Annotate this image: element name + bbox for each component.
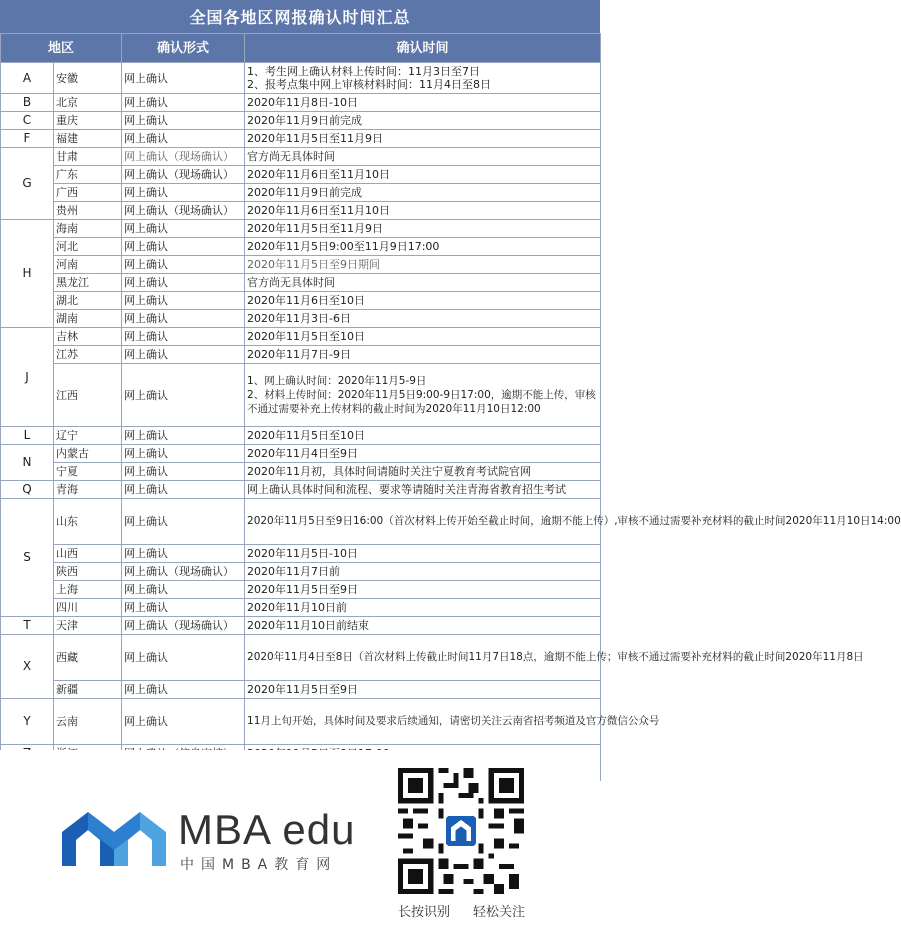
province-cell: 湖南 [54,310,122,328]
brand-name: MBA edu [178,806,356,853]
table-row [1,581,601,599]
province-cell: 安徽 [54,63,122,94]
province-cell: 上海 [54,581,122,599]
province-cell: 河北 [54,238,122,256]
form-cell: 网上确认 [122,364,245,427]
province-cell: 黑龙江 [54,274,122,292]
time-cell: 2020年11月8日-10日 [245,94,601,112]
province-cell: 辽宁 [54,427,122,445]
letter-cell: S [1,499,54,617]
form-cell: 网上确认 [122,499,245,545]
form-cell: 网上确认（现场确认） [122,148,245,166]
time-cell: 2020年11月5日至11月9日 [245,130,601,148]
table-row [1,699,601,745]
time-cell: 2020年11月6日至11月10日 [245,202,601,220]
qr-caption-follow: 轻松关注 [473,905,526,920]
confirmation-table [0,33,901,781]
time-cell: 2020年11月5日至9日 [245,681,601,699]
table-row [1,617,601,635]
time-cell: 官方尚无具体时间 [245,148,601,166]
table-row [1,364,601,427]
time-line: 1、考生网上确认材料上传时间：11月3日至7日 2、报考点集中网上审核材料时间：11月4日至8日 [247,65,492,91]
form-cell: 网上确认 [122,427,245,445]
letter-cell: N [1,445,54,481]
form-cell: 网上确认 [122,130,245,148]
table-row [1,292,601,310]
table-row [1,166,601,184]
form-cell: 网上确认 [122,238,245,256]
province-cell: 海南 [54,220,122,238]
time-cell: 2020年11月6日至10日 [245,292,601,310]
form-cell: 网上确认 [122,292,245,310]
form-cell: 网上确认（现场确认） [122,617,245,635]
table-row [1,130,601,148]
qr-caption-scan: 长按识别 [398,905,451,920]
table-row [1,563,601,581]
mba-edu-logo-icon [62,810,166,866]
time-cell: 2020年11月4日至9日 [245,445,601,463]
table-row [1,445,601,463]
province-cell: 广东 [54,166,122,184]
letter-cell: A [1,63,54,94]
form-cell: 网上确认（现场确认） [122,202,245,220]
time-line: 1、网上确认时间：2020年11月5-9日 2、材料上传时间：2020年11月5日9:00-9日17:00，逾期不能上传，审核不通过需要补充上传材料的截止时间为2020年11月10日12:00 [247,375,596,415]
table-row [1,238,601,256]
form-cell: 网上确认 [122,346,245,364]
letter-cell: F [1,130,54,148]
table-row [1,274,601,292]
page-title: 全国各地区网报确认时间汇总 [0,0,600,33]
time-cell: 网上确认具体时间和流程、要求等请随时关注青海省教育招生考试 [245,481,601,499]
province-cell: 内蒙古 [54,445,122,463]
province-cell: 重庆 [54,112,122,130]
time-cell [245,364,601,427]
letter-cell: T [1,617,54,635]
time-cell: 2020年11月初，具体时间请随时关注宁夏教育考试院官网 [245,463,601,481]
time-cell: 2020年11月5日至9日期间 [245,256,601,274]
time-cell: 2020年11月5日至9日 [245,581,601,599]
form-cell: 网上确认（现场确认） [122,563,245,581]
province-cell: 天津 [54,617,122,635]
time-cell: 2020年11月5日至10日 [245,328,601,346]
province-cell: 河南 [54,256,122,274]
province-cell: 四川 [54,599,122,617]
form-cell: 网上确认 [122,256,245,274]
table-row [1,220,601,238]
time-cell: 2020年11月3日-6日 [245,310,601,328]
province-cell: 甘肃 [54,148,122,166]
province-cell: 宁夏 [54,463,122,481]
time-cell: 2020年11月9日前完成 [245,112,601,130]
form-cell: 网上确认 [122,463,245,481]
table-row [1,63,601,94]
header-form: 确认形式 [122,34,245,63]
form-cell: 网上确认 [122,481,245,499]
header-region: 地区 [1,34,122,63]
province-cell: 贵州 [54,202,122,220]
province-cell: 新疆 [54,681,122,699]
province-cell: 江西 [54,364,122,427]
form-cell: 网上确认 [122,699,245,745]
letter-cell: J [1,328,54,427]
form-cell: 网上确认 [122,112,245,130]
letter-cell: X [1,635,54,699]
province-cell: 山东 [54,499,122,545]
table-row [1,184,601,202]
table-row [1,94,601,112]
letter-cell: C [1,112,54,130]
table-row [1,256,601,274]
province-cell: 福建 [54,130,122,148]
province-cell: 吉林 [54,328,122,346]
time-cell [245,63,601,94]
form-cell: 网上确认 [122,310,245,328]
form-cell: 网上确认 [122,445,245,463]
time-cell: 2020年11月5日至10日 [245,427,601,445]
table-row [1,112,601,130]
province-cell: 山西 [54,545,122,563]
letter-cell: L [1,427,54,445]
letter-cell: Q [1,481,54,499]
time-cell: 2020年11月7日前 [245,563,601,581]
time-cell: 2020年11月10日前结束 [245,617,601,635]
letter-cell: Y [1,699,54,745]
form-cell: 网上确认 [122,599,245,617]
table-row [1,148,601,166]
table-row [1,681,601,699]
form-cell: 网上确认 [122,274,245,292]
time-cell: 2020年11月5日-10日 [245,545,601,563]
time-cell: 2020年11月5日至9日16:00（首次材料上传开始至截止时间，逾期不能上传）,审核不通过需要补充材料的截止时间2020年11月10日14:00 [245,499,601,545]
province-cell: 云南 [54,699,122,745]
province-cell: 北京 [54,94,122,112]
time-cell: 2020年11月9日前完成 [245,184,601,202]
time-cell: 2020年11月5日9:00至11月9日17:00 [245,238,601,256]
letter-cell: G [1,148,54,220]
province-cell: 西藏 [54,635,122,681]
form-cell: 网上确认 [122,545,245,563]
time-cell: 官方尚无具体时间 [245,274,601,292]
time-cell: 2020年11月6日至11月10日 [245,166,601,184]
form-cell: 网上确认 [122,681,245,699]
table-row [1,599,601,617]
form-cell: 网上确认 [122,63,245,94]
form-cell: 网上确认 [122,184,245,202]
table-row [1,545,601,563]
letter-cell: H [1,220,54,328]
time-cell: 2020年11月4日至8日（首次材料上传截止时间11月7日18点，逾期不能上传；审核不通过需要补充材料的截止时间2020年11月8日 [245,635,601,681]
table-row [1,463,601,481]
table-row [1,328,601,346]
table-row [1,635,601,681]
table-row [1,481,601,499]
form-cell: 网上确认 [122,581,245,599]
time-cell: 11月上旬开始，具体时间及要求后续通知，请密切关注云南省招考频道及官方微信公众号 [245,699,601,745]
table-row [1,427,601,445]
time-cell: 2020年11月7日-9日 [245,346,601,364]
time-cell: 2020年11月10日前 [245,599,601,617]
province-cell: 江苏 [54,346,122,364]
form-cell: 网上确认（现场确认） [122,166,245,184]
province-cell: 广西 [54,184,122,202]
form-cell: 网上确认 [122,94,245,112]
table-row [1,202,601,220]
province-cell: 陕西 [54,563,122,581]
table-row [1,310,601,328]
form-cell: 网上确认 [122,635,245,681]
qr-code-icon[interactable] [398,768,524,894]
letter-cell: B [1,94,54,112]
form-cell: 网上确认 [122,220,245,238]
time-cell: 2020年11月5日至11月9日 [245,220,601,238]
form-cell: 网上确认 [122,328,245,346]
province-cell: 青海 [54,481,122,499]
province-cell: 湖北 [54,292,122,310]
table-row [1,346,601,364]
header-time: 确认时间 [245,34,601,63]
table-row [1,499,601,545]
table-header-row [1,34,601,63]
brand-subtitle: 中国MBA教育网 [180,857,338,873]
